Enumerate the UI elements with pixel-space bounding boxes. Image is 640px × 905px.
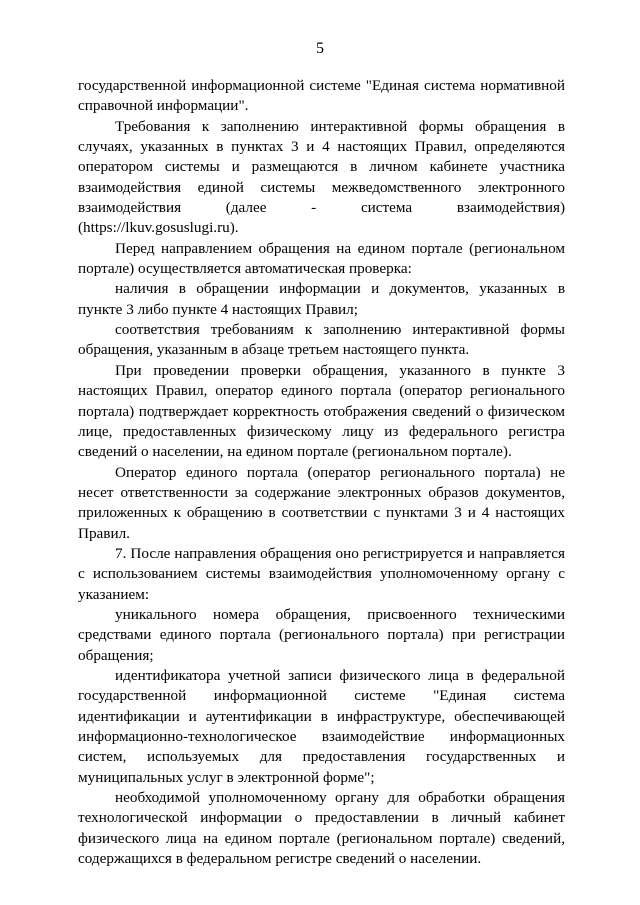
paragraph-clause-7: 7. После направления обращения оно регистрируется и направляется с использованием системы взаимодействия уполномоченному органу с указанием:: [78, 544, 565, 603]
paragraph-check-item-compliance: соответствия требованиям к заполнению интерактивной формы обращения, указанным в абзаце третьем настоящего пункта.: [78, 321, 565, 359]
paragraph-continuation: государственной информационной системе "Единая система нормативной справочной информации".: [78, 77, 565, 115]
document-body: [78, 76, 565, 869]
paragraph-automatic-check: Перед направлением обращения на едином портале (региональном портале) осуществляется автоматическая проверка:: [78, 239, 565, 278]
paragraph-technological-info: необходимой уполномоченному органу для обработки обращения технологической информации о предоставлении в личный кабинет физического лица на едином портале (региональном портале) сведений, содержащихся в федеральном регистре сведений о населении.: [78, 789, 565, 868]
paragraph-check-item-presence: наличия в обращении информации и документов, указанных в пункте 3 либо пункте 4 настоящих Правил;: [78, 280, 565, 318]
paragraph-operator-liability: Оператор единого портала (оператор регионального портала) не несет ответственности за содержание электронных образов документов, приложенных к обращению в соответствии с пунктами 3 и 4 настоящих Правил.: [78, 463, 565, 542]
paragraph-account-identifier: идентификатора учетной записи физического лица в федеральной государственной информационной системе "Единая система идентификации и аутентификации в инфраструктуре, обеспечивающей информационно-технологическое взаимодействие информационных систем, используемых для предоставления государственных и муниципальных услуг в электронной форме";: [78, 666, 565, 786]
paragraph-form-requirements: Требования к заполнению интерактивной формы обращения в случаях, указанных в пунктах 3 и 4 настоящих Правил, определяются оператором системы и размещаются в личном кабинете участника взаимодействия единой системы межведомственного электронного взаимодействия (далее - система взаимодействия) (https://lkuv.gosuslugi.ru).: [78, 117, 565, 237]
paragraph-verification: При проведении проверки обращения, указанного в пункте 3 настоящих Правил, оператор единого портала (оператор регионального портала) подтверждает корректность отображения сведений о физическом лице, предоставленных физическому лицу из федерального регистра сведений о населении, на едином портале (региональном портале).: [78, 361, 565, 461]
paragraph-unique-number: уникального номера обращения, присвоенного техническими средствами единого портала (регионального портала) при регистрации обращения;: [78, 605, 565, 664]
page-number: 5: [316, 40, 324, 57]
